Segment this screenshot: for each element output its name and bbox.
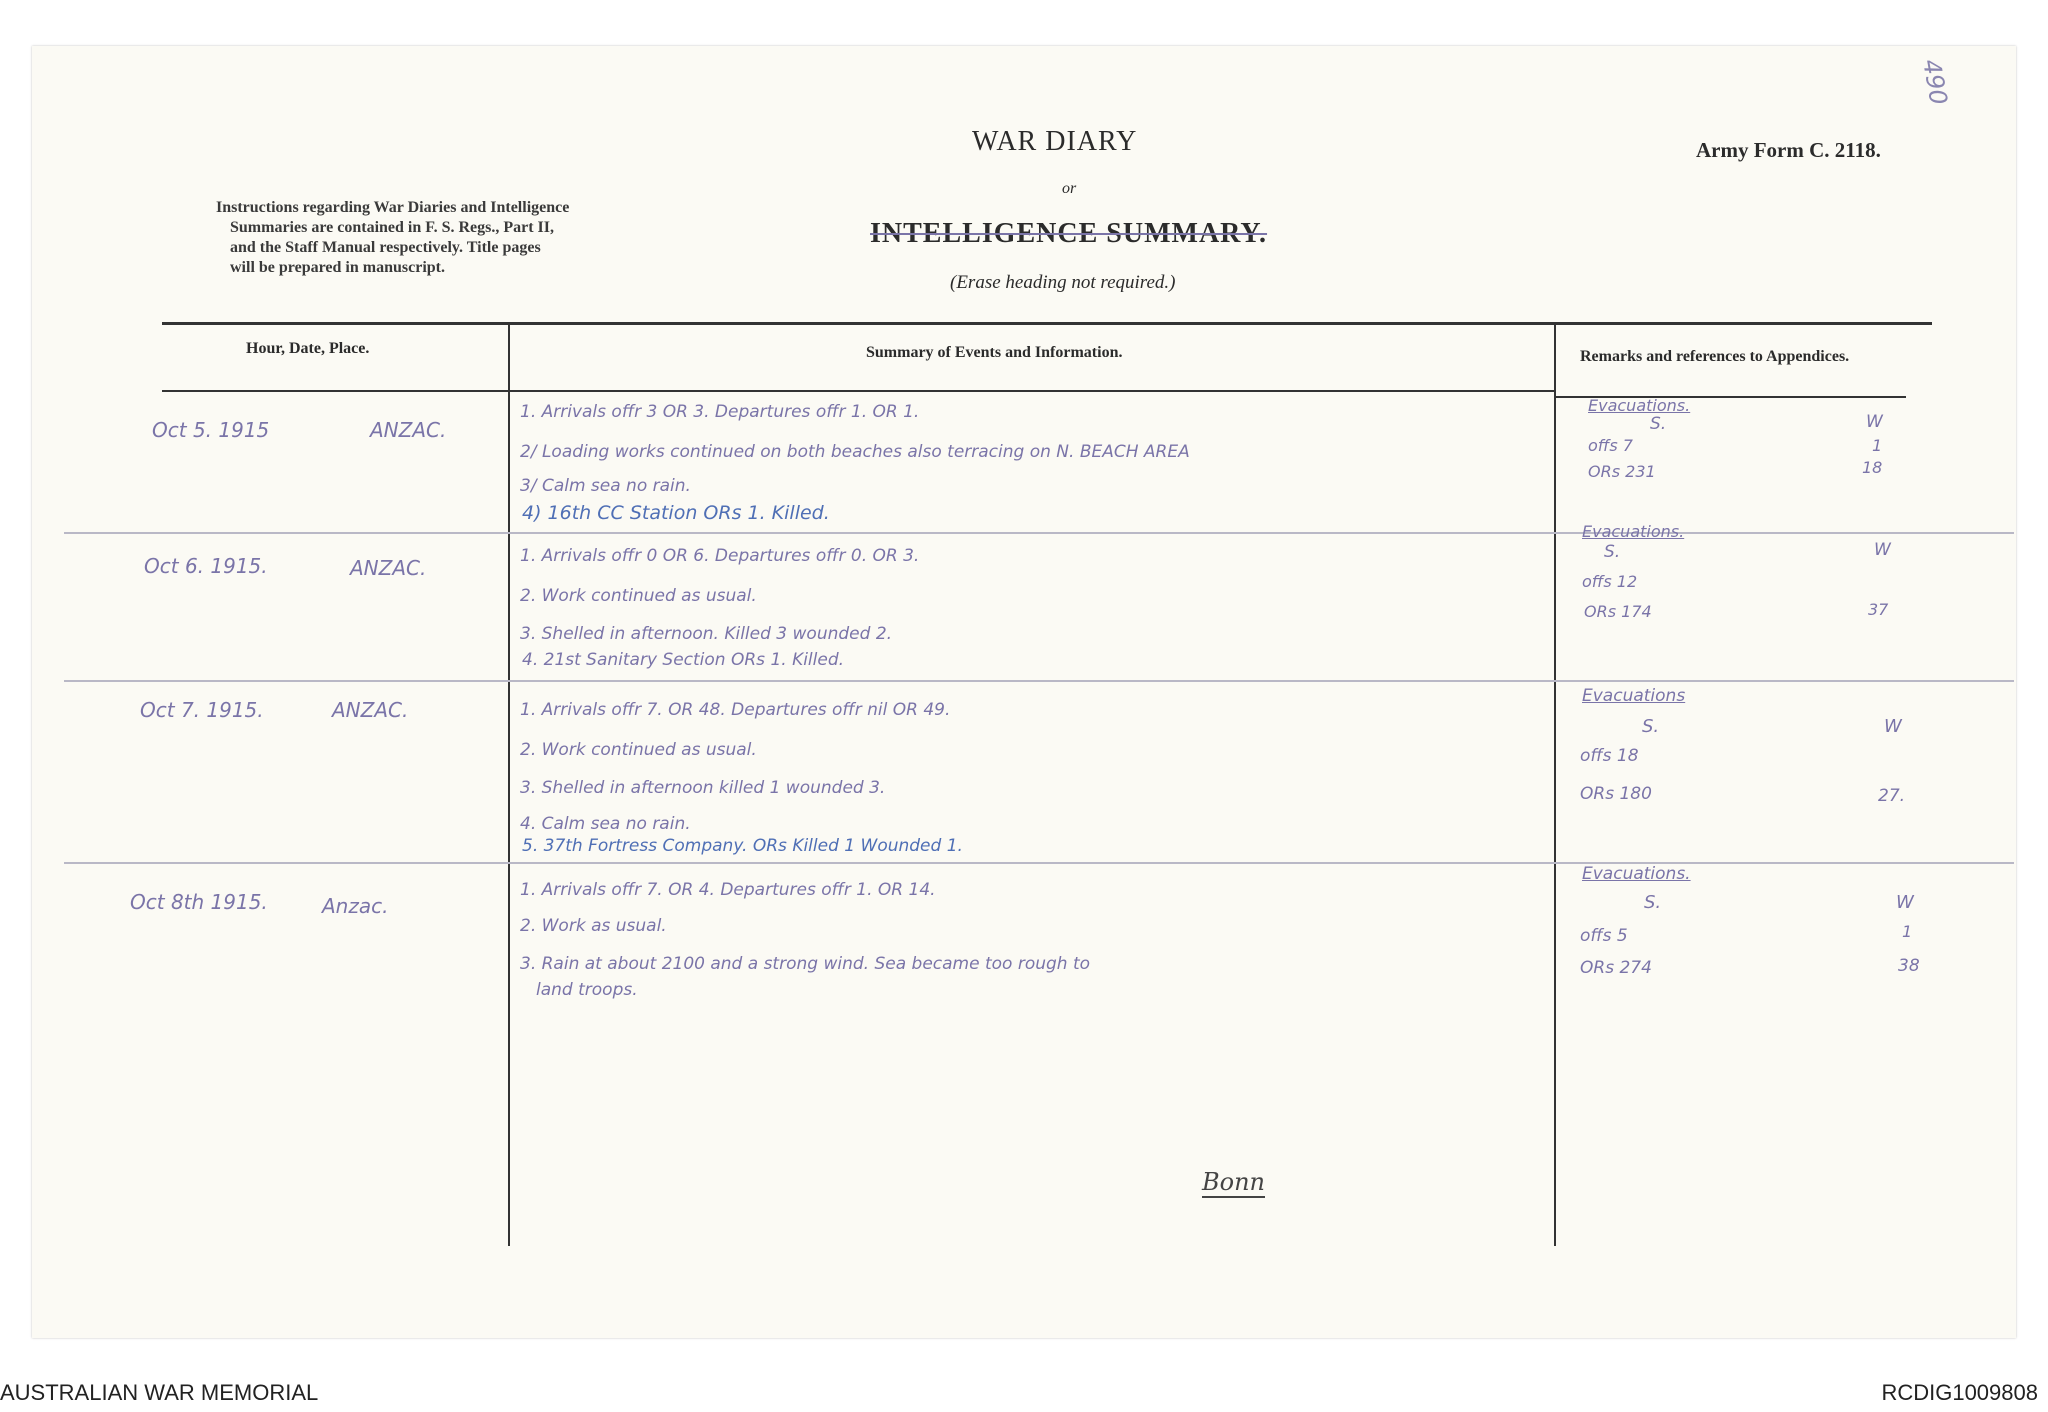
evac-s-header: S. — [1604, 542, 1621, 562]
column-header-remarks: Remarks and references to Appendices. — [1580, 348, 1850, 365]
entry-line: 2/ Loading works continued on both beaches also terracing on N. BEACH AREA — [520, 442, 1190, 462]
evac-w-header: W — [1896, 892, 1914, 913]
entry-place: ANZAC. — [332, 698, 409, 722]
entry-line: 1. Arrivals offr 3 OR 3. Departures offr 1. OR 1. — [520, 402, 920, 422]
entry-date: Oct 5. 1915 — [152, 418, 270, 442]
evac-w-header: W — [1866, 412, 1883, 432]
footer-institution: AUSTRALIAN WAR MEMORIAL — [0, 1380, 319, 1405]
entry-line: 2. Work continued as usual. — [520, 740, 757, 760]
evac-ors-w: 38 — [1898, 956, 1920, 976]
instructions-line: and the Staff Manual respectively. Title pages — [230, 239, 541, 256]
evac-ors: ORs 231 — [1588, 462, 1656, 481]
entry-line: 3. Shelled in afternoon killed 1 wounded 3. — [520, 778, 886, 798]
column-header-date: Hour, Date, Place. — [246, 340, 370, 357]
evac-ors: ORs 274 — [1580, 958, 1652, 978]
entry-date: Oct 8th 1915. — [130, 890, 268, 914]
evac-w-header: W — [1874, 540, 1891, 560]
army-form-number: Army Form C. 2118. — [1696, 138, 1881, 162]
entry-line: 4) 16th CC Station ORs 1. Killed. — [522, 502, 830, 524]
entry-line: 2. Work as usual. — [520, 916, 667, 936]
column-divider-right — [1554, 322, 1556, 1246]
footer-reference-code: RCDIG1009808 — [1881, 1380, 2038, 1405]
row-separator — [64, 532, 2014, 534]
entry-line: 4. Calm sea no rain. — [520, 814, 691, 834]
evac-s-header: S. — [1650, 414, 1667, 434]
entry-place: ANZAC. — [370, 418, 447, 442]
evac-ors: ORs 174 — [1584, 602, 1652, 621]
evac-ors-w: 27. — [1878, 786, 1906, 806]
entry-line: 3. Rain at about 2100 and a strong wind. Sea became too rough to — [520, 954, 1091, 974]
entry-line: 1. Arrivals offr 0 OR 6. Departures offr 0. OR 3. — [520, 546, 920, 566]
evac-ors-w: 18 — [1862, 458, 1883, 477]
instructions-line: Summaries are contained in F. S. Regs., Part II, — [230, 219, 554, 236]
entry-date: Oct 7. 1915. — [140, 698, 264, 722]
signature: Bonn — [1202, 1168, 1265, 1196]
entry-line: land troops. — [536, 980, 638, 1000]
entry-line: 1. Arrivals offr 7. OR 48. Departures offr nil OR 49. — [520, 700, 951, 720]
evac-offs-w: 1 — [1872, 436, 1883, 455]
column-header-summary: Summary of Events and Information. — [866, 344, 1123, 361]
entry-line: 1. Arrivals offr 7. OR 4. Departures offr 1. OR 14. — [520, 880, 936, 900]
evacuations-label: Evacuations — [1582, 686, 1686, 706]
instructions-line: will be prepared in manuscript. — [230, 259, 445, 276]
evac-s-header: S. — [1642, 716, 1660, 737]
entry-line: 5. 37th Fortress Company. ORs Killed 1 Wounded 1. — [522, 836, 963, 856]
evac-offs: offs 18 — [1580, 746, 1639, 766]
table-top-border — [162, 322, 1932, 325]
or-text: or — [1062, 180, 1077, 197]
diary-page — [32, 46, 2016, 1338]
header-underline — [162, 390, 1556, 392]
entry-line: 3. Shelled in afternoon. Killed 3 wounded 2. — [520, 624, 893, 644]
evac-ors: ORs 180 — [1580, 784, 1652, 804]
evac-offs-w: 1 — [1902, 922, 1913, 941]
entry-line: 4. 21st Sanitary Section ORs 1. Killed. — [522, 650, 845, 670]
evac-offs: offs 7 — [1588, 436, 1633, 455]
evac-offs: offs 5 — [1580, 926, 1628, 946]
evacuations-label: Evacuations. — [1588, 396, 1691, 415]
column-divider-left — [508, 322, 510, 1246]
entry-date: Oct 6. 1915. — [144, 554, 268, 578]
page-title: WAR DIARY — [972, 126, 1138, 157]
instructions — [216, 198, 569, 278]
entry-line: 2. Work continued as usual. — [520, 586, 757, 606]
entry-line: 3/ Calm sea no rain. — [520, 476, 691, 496]
row-separator — [64, 680, 2014, 682]
evac-offs: offs 12 — [1582, 572, 1638, 591]
row-separator — [64, 862, 2014, 864]
entry-place: Anzac. — [322, 894, 389, 918]
evacuations-label: Evacuations. — [1582, 864, 1691, 884]
intelligence-summary-heading: INTELLIGENCE SUMMARY. — [870, 218, 1268, 249]
evacuations-label: Evacuations. — [1582, 522, 1685, 541]
entry-place: ANZAC. — [350, 556, 427, 580]
erase-note: (Erase heading not required.) — [950, 272, 1176, 293]
evac-ors-w: 37 — [1868, 600, 1889, 619]
page-number: 490 — [1917, 57, 1953, 107]
evac-s-header: S. — [1644, 892, 1662, 913]
evac-w-header: W — [1884, 716, 1902, 737]
instructions-line: Instructions regarding War Diaries and Intelligence — [216, 199, 570, 216]
